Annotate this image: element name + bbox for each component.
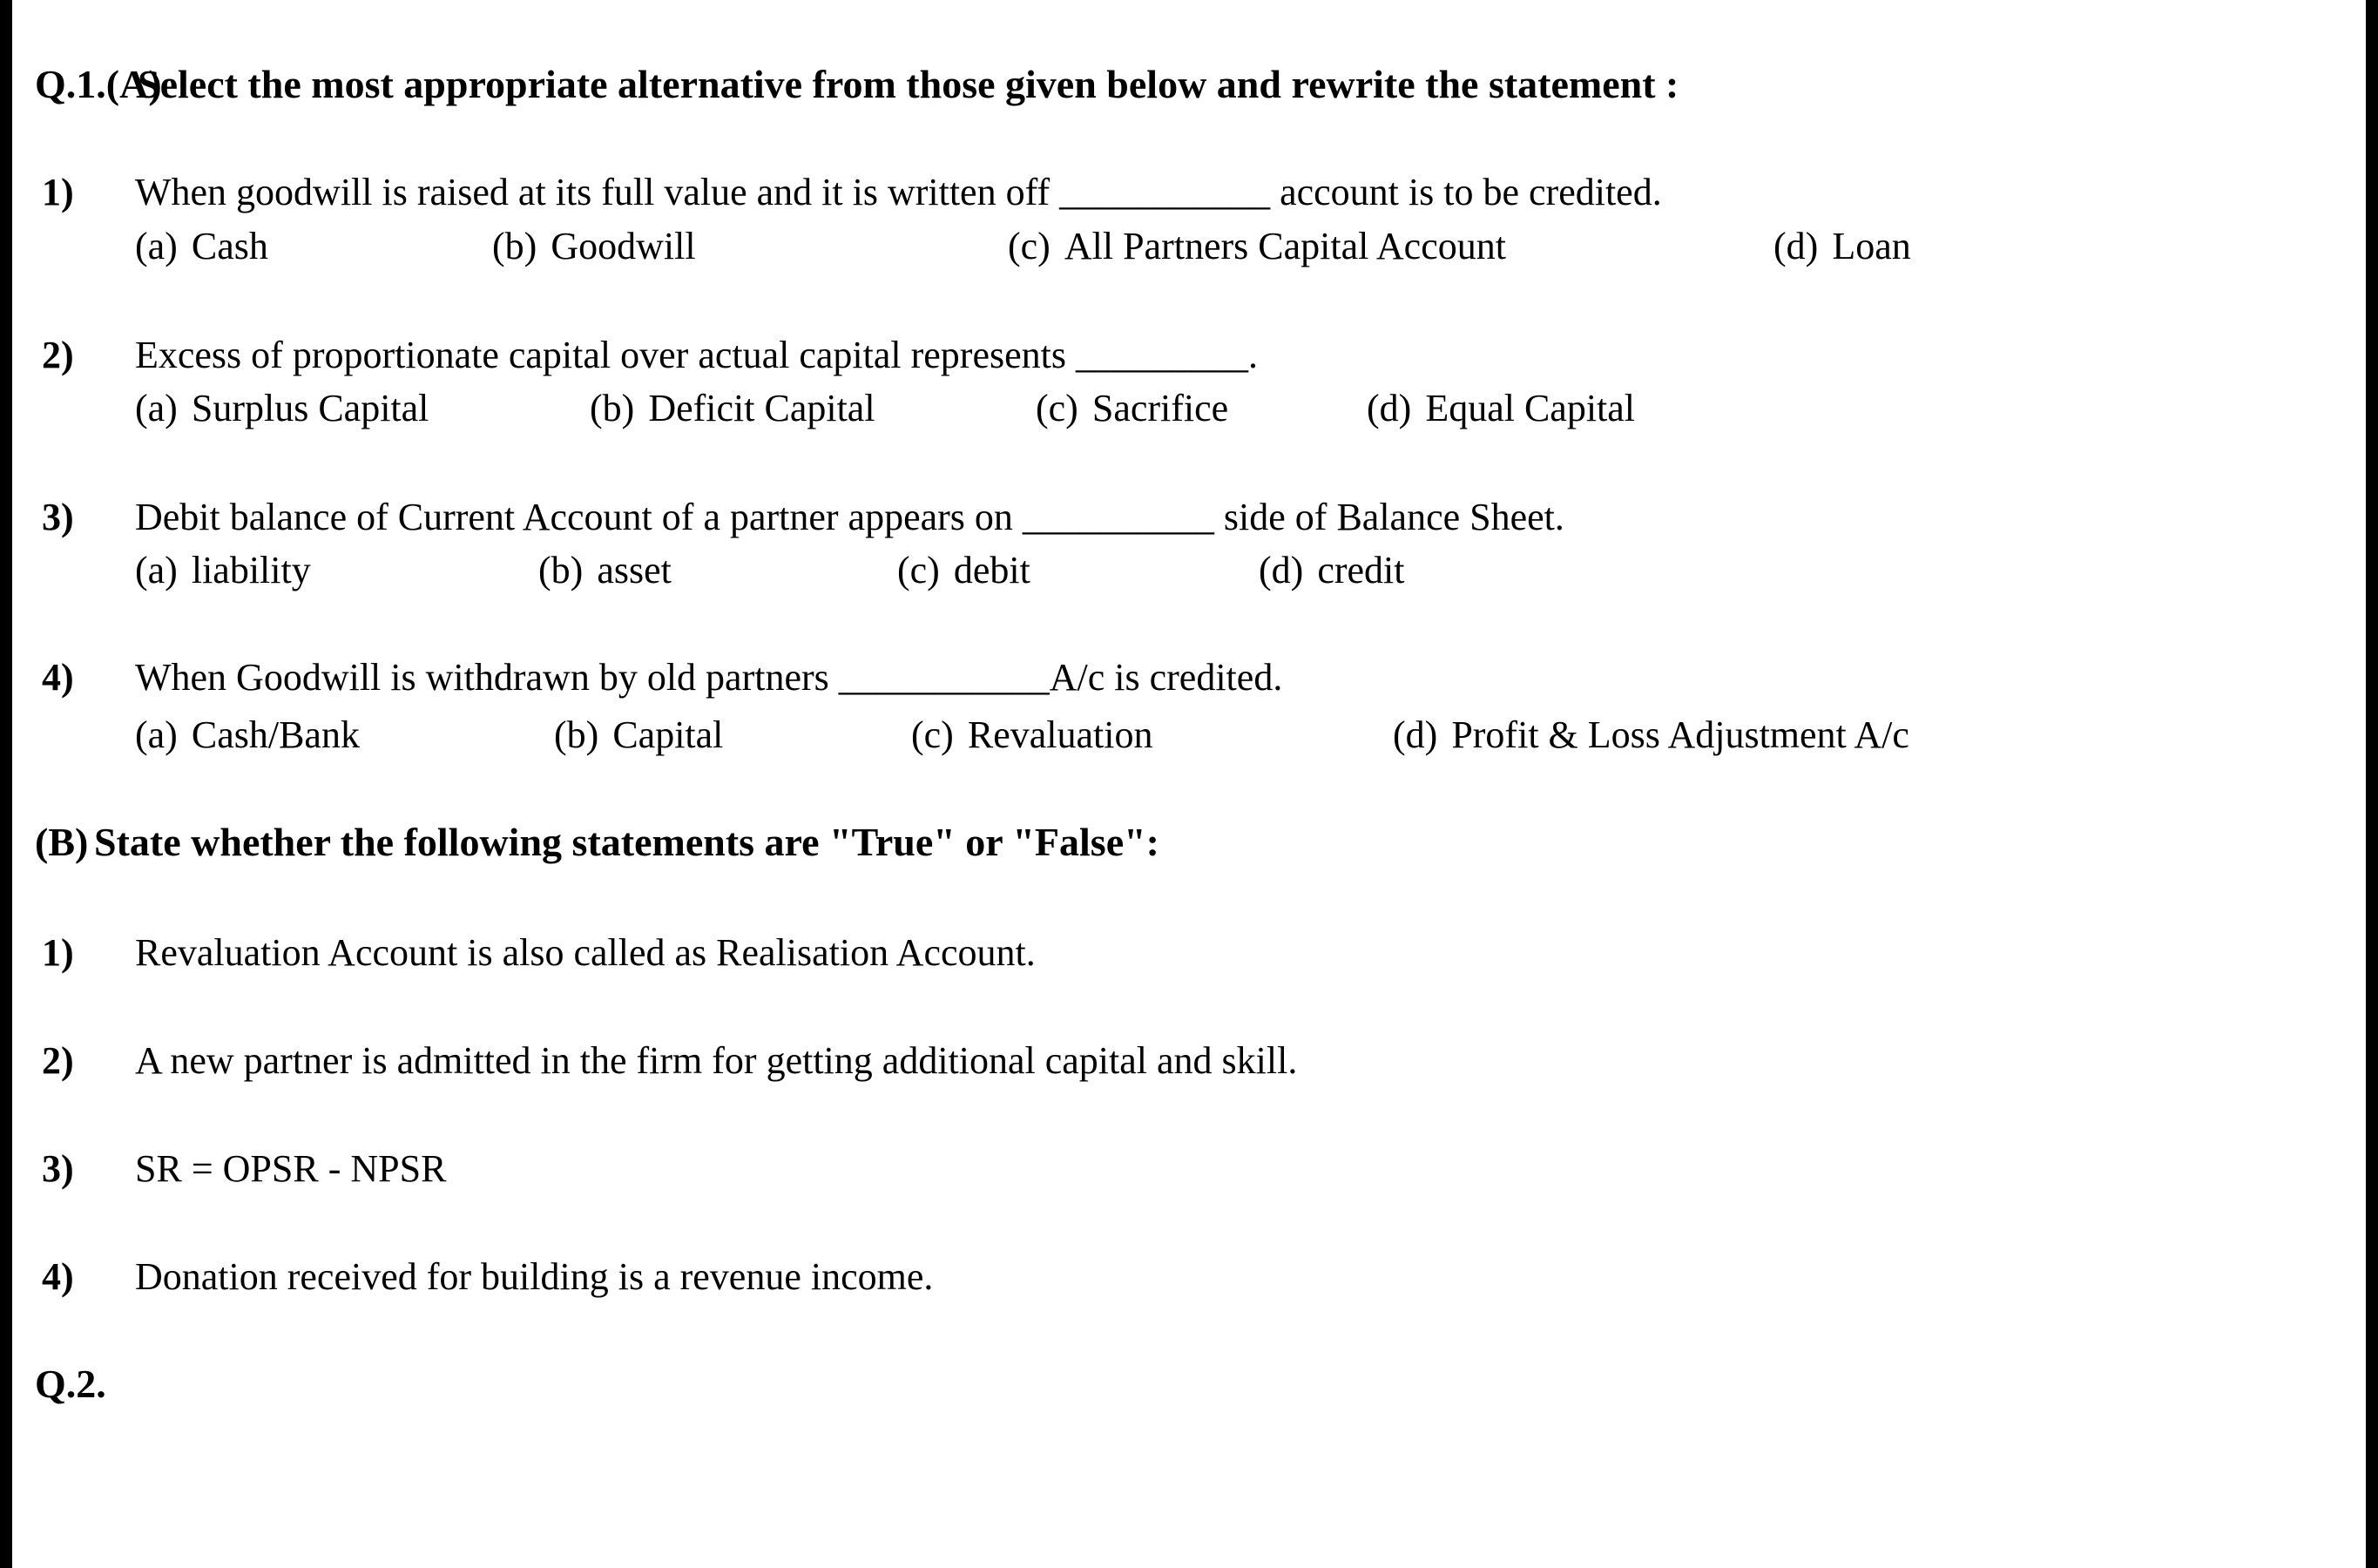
question-number: 4) xyxy=(42,656,74,699)
option-letter: (c) xyxy=(911,713,954,756)
question-row-4 xyxy=(42,655,2317,700)
option-a xyxy=(135,386,429,430)
option-letter: (b) xyxy=(492,225,537,267)
option-letter: (b) xyxy=(538,549,584,591)
option-c xyxy=(911,713,1152,757)
option-label: credit xyxy=(1317,549,1405,591)
statement-text: SR = OPSR - NPSR xyxy=(135,1147,447,1190)
option-label: Cash xyxy=(191,225,268,267)
option-d xyxy=(1773,224,1911,268)
option-c xyxy=(1036,386,1228,430)
option-label: debit xyxy=(953,549,1030,591)
question-number: 2) xyxy=(42,334,74,376)
option-letter: (b) xyxy=(590,387,635,429)
option-letter: (b) xyxy=(554,713,599,756)
left-edge-scan-bar xyxy=(0,0,12,1568)
option-letter: (d) xyxy=(1393,713,1438,756)
option-label: Capital xyxy=(612,713,724,756)
option-letter: (a) xyxy=(135,549,178,591)
option-b xyxy=(492,224,696,268)
options-row-2 xyxy=(42,386,2317,435)
option-b xyxy=(538,548,672,592)
option-b xyxy=(554,713,723,757)
option-label: Goodwill xyxy=(551,225,696,267)
statement-text: A new partner is admitted in the firm for getting additional capital and skill. xyxy=(135,1039,1298,1082)
option-letter: (d) xyxy=(1259,549,1304,591)
option-label: Profit & Loss Adjustment A/c xyxy=(1451,713,1909,756)
option-d xyxy=(1259,548,1404,592)
option-d xyxy=(1393,713,1909,757)
statement-number: 1) xyxy=(42,931,74,974)
question-row-3 xyxy=(42,495,2317,539)
option-label: Surplus Capital xyxy=(191,387,429,429)
option-letter: (d) xyxy=(1367,387,1412,429)
option-letter: (d) xyxy=(1773,225,1819,267)
option-letter: (a) xyxy=(135,713,178,756)
statement-row-2 xyxy=(42,1038,2317,1083)
options-row-4 xyxy=(42,713,2317,761)
next-question-label: Q.2. xyxy=(35,1362,106,1406)
section-b-heading-text: State whether the following statements are "True" or "False": xyxy=(94,820,1159,864)
option-letter: (a) xyxy=(135,387,178,429)
question-text: When Goodwill is withdrawn by old partners ___________A/c is credited. xyxy=(135,656,1283,699)
statement-text: Revaluation Account is also called as Realisation Account. xyxy=(135,931,1036,974)
option-label: asset xyxy=(597,549,672,591)
option-label: Equal Capital xyxy=(1425,387,1636,429)
option-label: Cash/Bank xyxy=(191,713,360,756)
question-number: 1) xyxy=(42,171,74,213)
statement-row-1 xyxy=(42,930,2317,975)
options-row-1 xyxy=(42,224,2317,273)
section-a-heading-number: Q.1.(A) xyxy=(35,62,162,106)
option-label: Revaluation xyxy=(967,713,1153,756)
option-label: Sacrifice xyxy=(1091,387,1229,429)
question-text: Excess of proportionate capital over actual capital represents _________. xyxy=(135,334,1258,376)
option-label: Deficit Capital xyxy=(648,387,875,429)
statement-number: 4) xyxy=(42,1255,74,1298)
option-a xyxy=(135,548,311,592)
option-label: liability xyxy=(191,549,311,591)
option-c xyxy=(1008,224,1506,268)
statement-number: 2) xyxy=(42,1039,74,1082)
right-edge-scan-bar xyxy=(2366,0,2378,1568)
question-row-2 xyxy=(42,333,2317,377)
statement-row-3 xyxy=(42,1146,2317,1191)
option-label: Loan xyxy=(1832,225,1911,267)
option-letter: (c) xyxy=(897,549,940,591)
question-row-1 xyxy=(42,170,2317,214)
question-text: Debit balance of Current Account of a partner appears on __________ side of Balance Sheet. xyxy=(135,496,1564,538)
options-row-3 xyxy=(42,548,2317,597)
section-b-heading xyxy=(35,819,2317,865)
section-b-heading-number: (B) xyxy=(35,820,89,864)
section-a-heading xyxy=(35,61,2317,107)
statement-text: Donation received for building is a revenue income. xyxy=(135,1255,934,1298)
option-b xyxy=(590,386,875,430)
option-label: All Partners Capital Account xyxy=(1064,225,1506,267)
statement-number: 3) xyxy=(42,1147,74,1190)
option-letter: (c) xyxy=(1036,387,1078,429)
option-a xyxy=(135,224,268,268)
section-a-heading-text: Select the most appropriate alternative from those given below and rewrite the statement : xyxy=(138,62,1679,106)
statement-row-4 xyxy=(42,1254,2317,1299)
option-letter: (c) xyxy=(1008,225,1051,267)
option-letter: (a) xyxy=(135,225,178,267)
option-c xyxy=(897,548,1030,592)
option-a xyxy=(135,713,360,757)
question-number: 3) xyxy=(42,496,74,538)
question-text: When goodwill is raised at its full value and it is written off ___________ account is to be credited. xyxy=(135,171,1662,213)
option-d xyxy=(1367,386,1635,430)
